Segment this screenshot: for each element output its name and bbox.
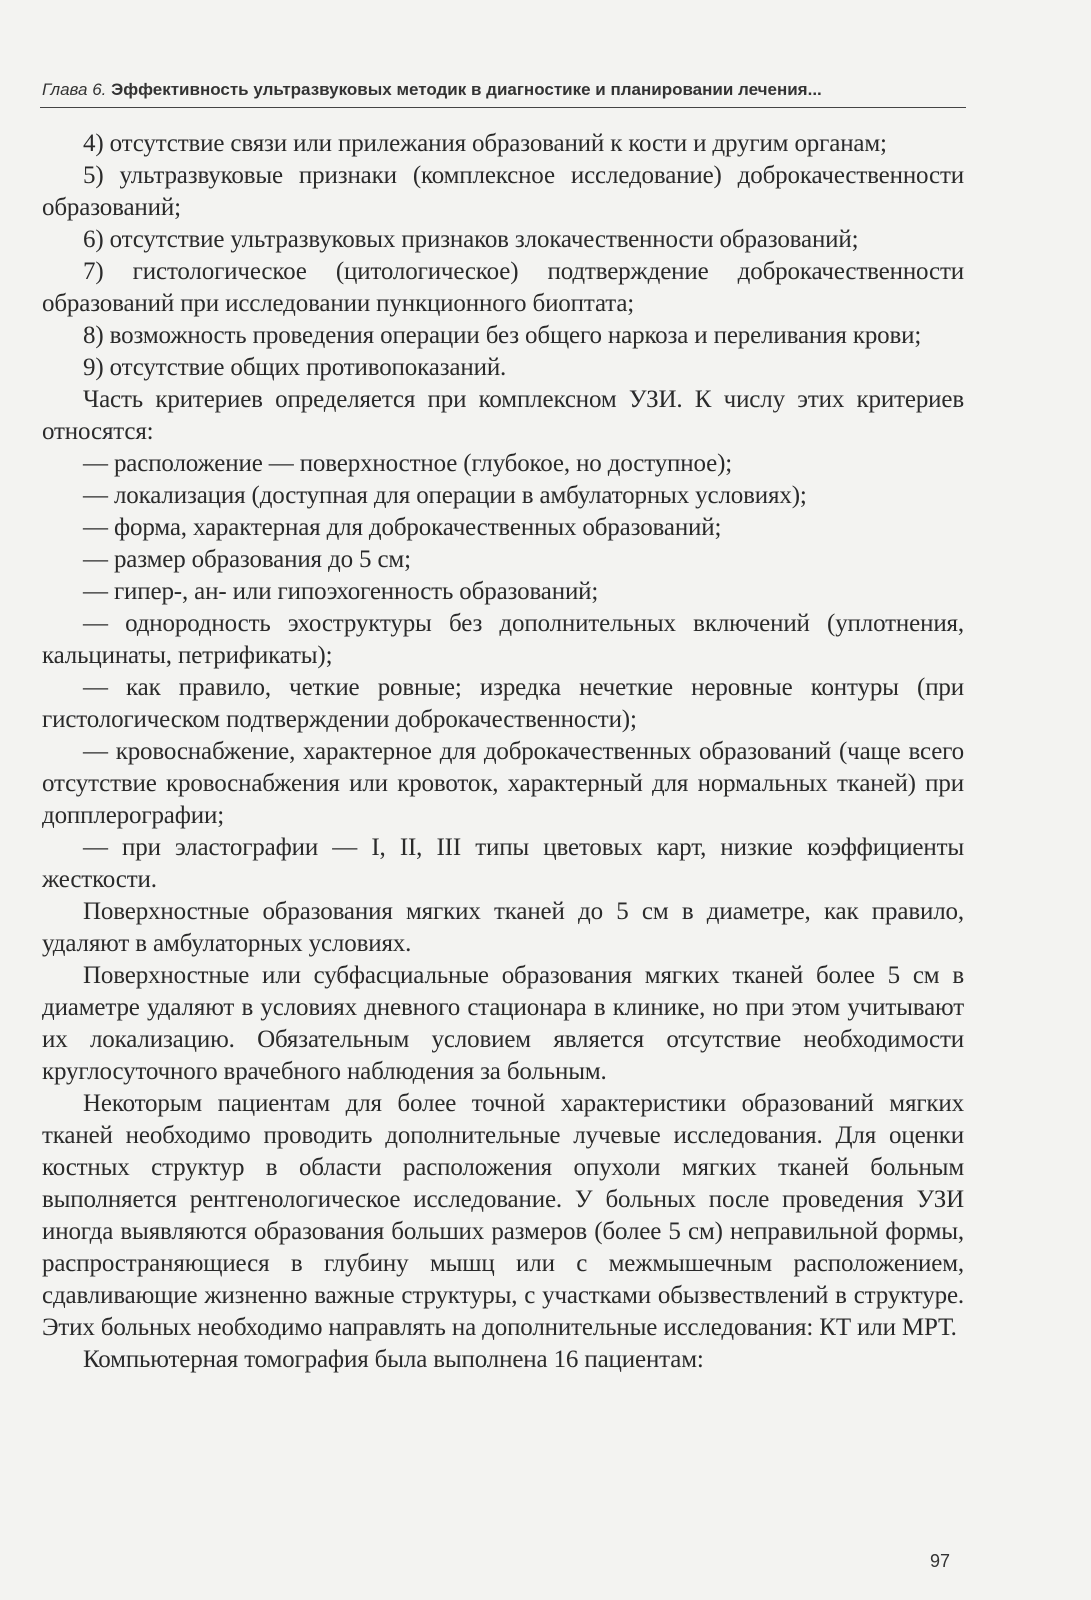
list-item: — гипер-, ан- или гипоэхогенность образований; bbox=[83, 578, 599, 605]
list-item: — локализация (доступная для операции в амбулаторных условиях); bbox=[83, 482, 807, 509]
list-item: — расположение — поверхностное (глубокое, но доступное); bbox=[83, 450, 733, 477]
paragraph: 8) возможность проведения операции без общего наркоза и переливания крови; bbox=[83, 322, 922, 349]
list-item: — кровоснабжение, характерное для доброкачественных образований (чаще всего отсутствие кровоснабжения или кровоток, характерный для нормальных тканей) при допплерографии; bbox=[42, 738, 964, 829]
paragraph: Часть критериев определяется при комплексном УЗИ. К числу этих критериев относятся: bbox=[42, 386, 964, 445]
paragraph: 5) ультразвуковые признаки (комплексное исследование) доброкачественности образований; bbox=[42, 162, 964, 221]
header-rule bbox=[40, 107, 966, 108]
body-text bbox=[42, 128, 964, 1376]
list-item: — форма, характерная для доброкачественных образований; bbox=[83, 514, 722, 541]
list-item: — однородность эхоструктуры без дополнительных включений (уплотнения, кальцинаты, петрификаты); bbox=[42, 610, 964, 669]
chapter-title: Эффективность ультразвуковых методик в диагностике и планировании лечения... bbox=[111, 80, 822, 99]
paragraph: 9) отсутствие общих противопоказаний. bbox=[83, 354, 507, 381]
paragraph: 7) гистологическое (цитологическое) подтверждение доброкачественности образований при исследовании пункционного биоптата; bbox=[42, 258, 964, 317]
paragraph: 6) отсутствие ультразвуковых признаков злокачественности образований; bbox=[83, 226, 859, 253]
list-item: — как правило, четкие ровные; изредка нечеткие неровные контуры (при гистологическом подтверждении доброкачественности); bbox=[42, 674, 964, 733]
chapter-label: Глава 6. bbox=[42, 80, 107, 99]
paragraph: 4) отсутствие связи или прилежания образований к кости и другим органам; bbox=[83, 130, 887, 157]
paragraph: Некоторым пациентам для более точной характеристики образований мягких тканей необходимо проводить дополнительные лучевые исследования. Для оценки костных структур в области расположения опухоли мягких тканей больным выполняется рентгенологическое исследование. У больных после проведения УЗИ иногда выявляются образования больших размеров (более 5 см) неправильной формы, распространяющиеся в глубину мышц или с межмышечным расположением, сдавливающие жизненно важные структуры, с участками обызвествлений в структуре. Этих больных необходимо направлять на дополнительные исследования: КТ или МРТ. bbox=[42, 1090, 964, 1341]
list-item: — размер образования до 5 см; bbox=[83, 546, 411, 573]
page-number: 97 bbox=[930, 1551, 951, 1571]
paragraph: Поверхностные образования мягких тканей до 5 см в диаметре, как правило, удаляют в амбулаторных условиях. bbox=[42, 898, 964, 957]
running-header bbox=[42, 78, 968, 102]
list-item: — при эластографии — I, II, III типы цветовых карт, низкие коэффициенты жесткости. bbox=[42, 834, 964, 893]
paragraph: Поверхностные или субфасциальные образования мягких тканей более 5 см в диаметре удаляют в условиях дневного стационара в клинике, но при этом учитывают их локализацию. Обязательным условием является отсутствие необходимости круглосуточного врачебного наблюдения за больным. bbox=[42, 962, 964, 1085]
paragraph: Компьютерная томография была выполнена 16 пациентам: bbox=[83, 1346, 704, 1373]
